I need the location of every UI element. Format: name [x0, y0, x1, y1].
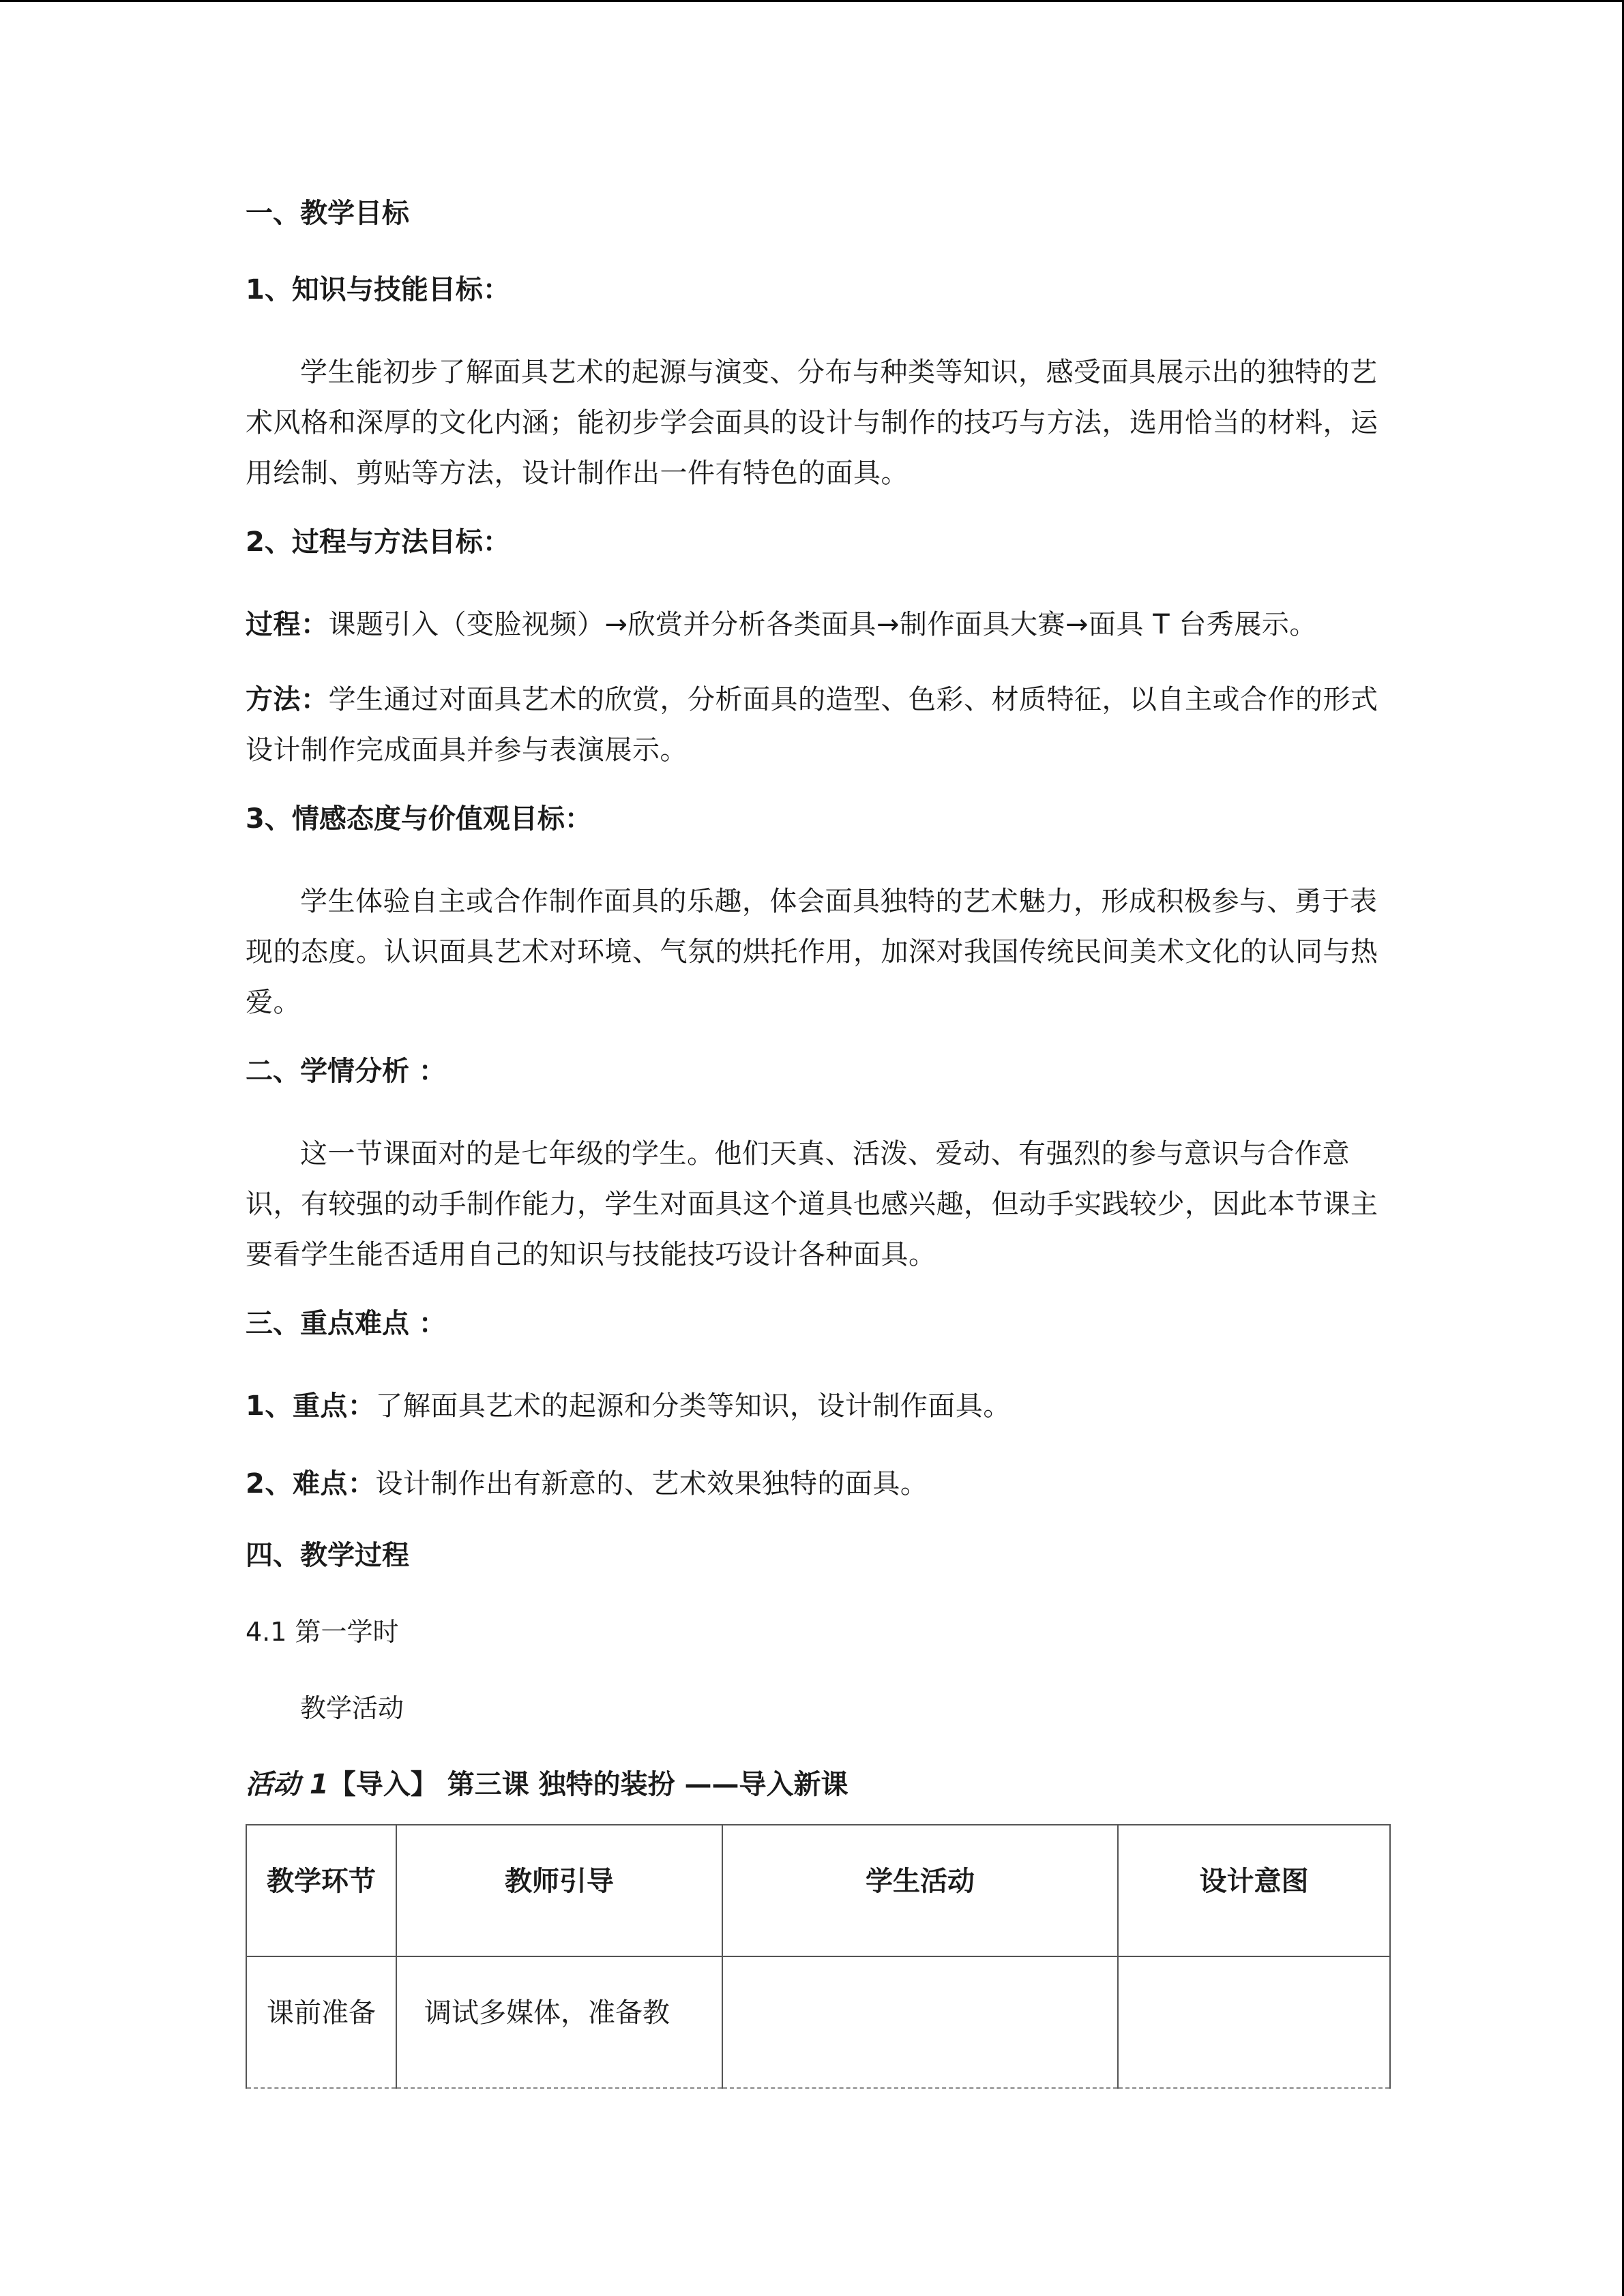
method-label: 方法：	[246, 684, 329, 715]
subsection-title-emotion: 3、情感态度与价值观目标：	[246, 803, 592, 835]
paragraph-process	[246, 599, 1391, 650]
subsection-title-knowledge: 1、知识与技能目标：	[246, 274, 510, 305]
table-header-cell: 教师引导	[396, 1825, 722, 1956]
table-header-row	[246, 1825, 1390, 1956]
table-cell: 调试多媒体，准备教	[396, 1956, 722, 2088]
table-cell	[1118, 1956, 1390, 2088]
page-top-border	[0, 0, 1624, 2]
table-header-cell: 设计意图	[1118, 1825, 1390, 1956]
document-body	[246, 194, 1391, 2089]
difficult-text: 设计制作出有新意的、艺术效果独特的面具。	[375, 1468, 928, 1500]
paragraph-knowledge: 学生能初步了解面具艺术的起源与演变、分布与种类等知识，感受面具展示出的独特的艺术风格和深厚的文化内涵；能初步学会面具的设计与制作的技巧与方法，选用恰当的材料，运用绘制、剪贴等方法，设计制作出一件有特色的面具。	[246, 357, 1378, 489]
activity-table	[246, 1824, 1391, 2089]
key-text: 了解面具艺术的起源和分类等知识，设计制作面具。	[375, 1390, 1011, 1422]
table-cell: 课前准备	[246, 1956, 396, 2088]
paragraph-difficult	[246, 1459, 1391, 1509]
table-row	[246, 1956, 1390, 2088]
table-header-cell: 教学环节	[246, 1825, 396, 1956]
difficult-label: 2、难点：	[246, 1468, 376, 1500]
paragraph-key	[246, 1381, 1391, 1431]
key-label: 1、重点：	[246, 1390, 376, 1422]
activity-prefix: 活动 1	[246, 1769, 329, 1800]
paragraph-method	[246, 674, 1391, 775]
method-text: 学生通过对面具艺术的欣赏，分析面具的造型、色彩、材质特征，以自主或合作的形式设计制作完成面具并参与表演展示。	[246, 684, 1378, 766]
table-cell	[722, 1956, 1118, 2088]
section-title-analysis: 二、学情分析 ：	[246, 1056, 446, 1087]
activities-label: 教学活动	[300, 1693, 404, 1723]
lesson-label: 4.1 第一学时	[246, 1617, 399, 1647]
table-header-cell: 学生活动	[722, 1825, 1118, 1956]
subsection-title-process-method: 2、过程与方法目标：	[246, 526, 510, 558]
section-title-process: 四、教学过程	[246, 1540, 409, 1571]
paragraph-analysis: 这一节课面对的是七年级的学生。他们天真、活泼、爱动、有强烈的参与意识与合作意识，有较强的动手制作能力，学生对面具这个道具也感兴趣，但动手实践较少，因此本节课主要看学生能否适用自己的知识与技能技巧设计各种面具。	[246, 1138, 1378, 1270]
process-label: 过程：	[246, 609, 329, 640]
activity-name: 【导入】 第三课 独特的装扮 ——导入新课	[328, 1769, 848, 1800]
process-text: 课题引入（变脸视频）→欣赏并分析各类面具→制作面具大赛→面具 T 台秀展示。	[328, 609, 1317, 640]
section-title-objectives: 一、教学目标	[246, 198, 409, 229]
paragraph-emotion: 学生体验自主或合作制作面具的乐趣，体会面具独特的艺术魅力，形成积极参与、勇于表现的态度。认识面具艺术对环境、气氛的烘托作用，加深对我国传统民间美术文化的认同与热爱。	[246, 886, 1378, 1018]
section-title-key-points: 三、重点难点 ：	[246, 1308, 446, 1339]
activity-title	[246, 1765, 1391, 1804]
